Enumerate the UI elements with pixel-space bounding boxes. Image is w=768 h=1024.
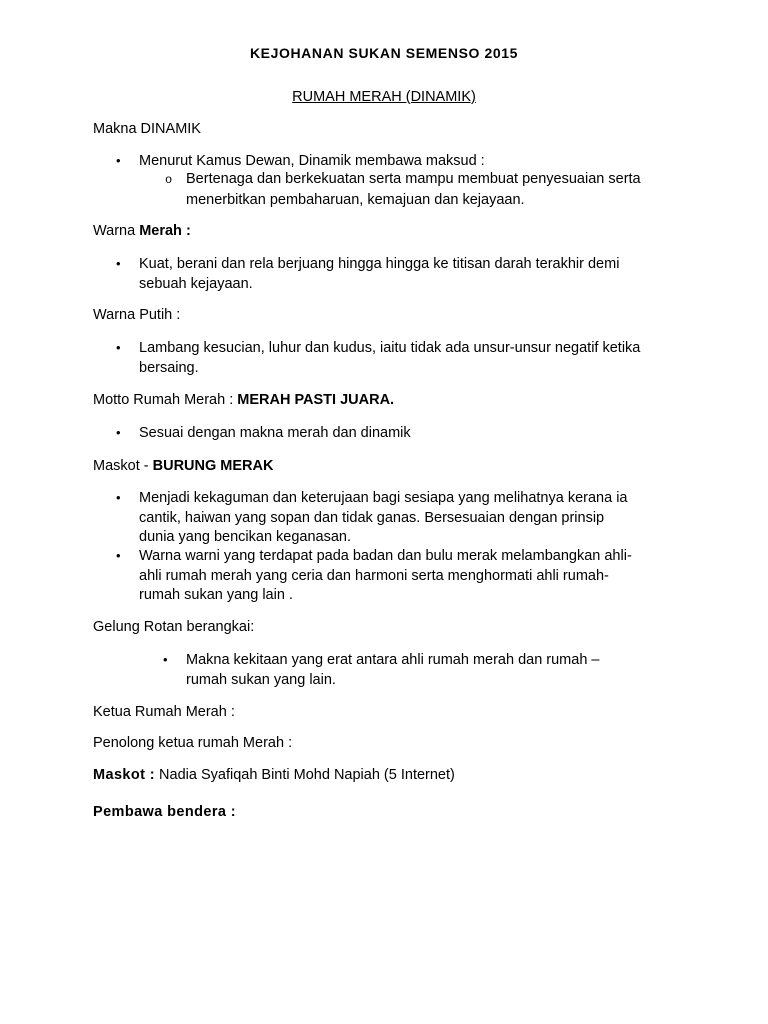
bullet-marker: • [116,153,121,168]
motto-heading-prefix: Motto Rumah Merah : [93,392,238,408]
maskot-heading-bold: BURUNG MERAK [152,458,274,474]
merah-heading [93,221,191,241]
maskot-heading-prefix: Maskot - [93,458,153,474]
makna-heading: Makna DINAMIK [93,121,201,137]
bullet-marker: • [116,425,121,440]
merah-bullet-line-1: Kuat, berani dan rela berjuang hingga hingga ke titisan darah terakhir demi [139,256,620,272]
motto-heading-bold: MERAH PASTI JUARA. [237,392,395,408]
bullet-marker: • [163,652,168,667]
motto-heading [93,390,394,410]
putih-bullet-line-2: bersaing. [139,360,199,376]
maskot-bullet-1-line-1: Menjadi kekaguman dan keterujaan bagi sesiapa yang melihatnya kerana ia [139,490,628,506]
putih-heading: Warna Putih : [93,307,181,323]
maskot-bullet-1-line-3: dunia yang bencikan keganasan. [139,529,352,545]
bullet-marker: • [116,490,121,505]
document-title: KEJOHANAN SUKAN SEMENSO 2015 [249,45,519,61]
maskot-heading [93,456,273,476]
pembawa-bendera-label: Pembawa bendera : [93,804,236,820]
bullet-marker: • [116,548,121,563]
merah-heading-prefix: Warna [93,223,140,239]
document-subtitle: RUMAH MERAH (DINAMIK) [292,89,476,105]
gelung-bullet-line-1: Makna kekitaan yang erat antara ahli rumah merah dan rumah – [186,652,600,668]
maskot-person-value: Nadia Syafiqah Binti Mohd Napiah (5 Internet) [155,767,455,783]
gelung-heading: Gelung Rotan berangkai: [93,619,255,635]
maskot-person-line [93,765,455,785]
putih-bullet-line-1: Lambang kesucian, luhur dan kudus, iaitu tidak ada unsur-unsur negatif ketika [139,340,641,356]
merah-heading-bold: Merah : [139,223,191,239]
makna-sub-line-2: menerbitkan pembaharuan, kemajuan dan kejayaan. [186,192,525,208]
maskot-person-label: Maskot : [93,767,156,783]
gelung-bullet-line-2: rumah sukan yang lain. [186,672,336,688]
bullet-marker: • [116,256,121,271]
merah-bullet-line-2: sebuah kejayaan. [139,276,253,292]
maskot-bullet-2-line-2: ahli rumah merah yang ceria dan harmoni serta menghormati ahli rumah- [139,568,609,584]
maskot-bullet-2-line-3: rumah sukan yang lain . [139,587,293,603]
makna-bullet-1: Menurut Kamus Dewan, Dinamik membawa maksud : [139,153,485,169]
penolong-heading: Penolong ketua rumah Merah : [93,735,293,751]
maskot-bullet-2-line-1: Warna warni yang terdapat pada badan dan bulu merak melambangkan ahli- [139,548,632,564]
sub-bullet-marker: o [165,173,173,187]
motto-bullet-1: Sesuai dengan makna merah dan dinamik [139,425,411,441]
ketua-heading: Ketua Rumah Merah : [93,704,235,720]
maskot-bullet-1-line-2: cantik, haiwan yang sopan dan tidak ganas. Bersesuaian dengan prinsip [139,510,605,526]
makna-sub-line-1: Bertenaga dan berkekuatan serta mampu membuat penyesuaian serta [186,171,641,187]
bullet-marker: • [116,340,121,355]
